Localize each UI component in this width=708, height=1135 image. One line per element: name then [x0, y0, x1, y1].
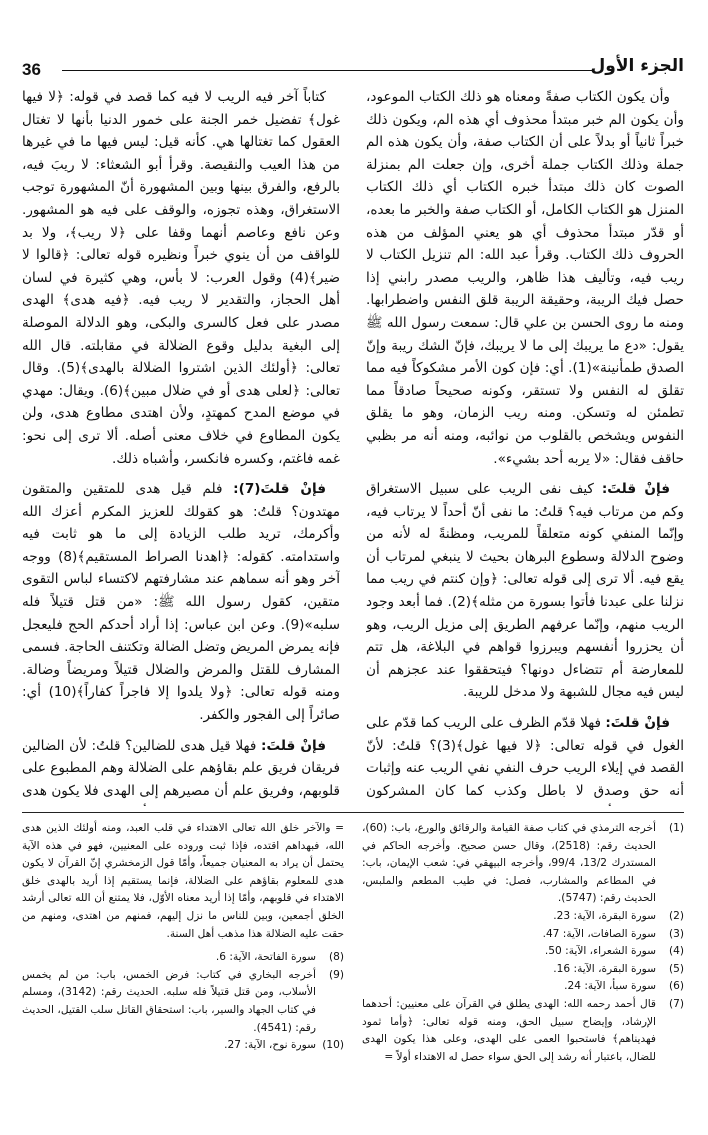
footnote-text: سورة الصافات، الآية: 47.	[542, 927, 656, 940]
question-lead: فإنْ قلتَ:	[605, 715, 671, 732]
footnote	[22, 949, 344, 967]
page-number: 36	[22, 60, 41, 79]
footnote-continuation: = والآخر خلق الله تعالى الاهتداء في قلب العبد، ومنه أولئك الذين هدى الله، فبهداهم اقتده، فإذا ثبت وروده على المعنيين، فهو في هذه الآية يحتمل أن يراد به المعنيان جميعاً، وأمّا قول الزمخشري إنّ القرآن لا يكون هدى للمعلوم بقاؤهم على الضلالة، فإنما يستقيم إذا أريد بالهدى خلق الاهتداء في قلوبهم، وأمّا إذا أريد معناه الأوّل، فلا يمتنع أن الله تعالى أرشد الخلق أجمعين، وبين للناس ما نزل إليهم، فمنهم من اهتدى، ومنهم من حقت عليه الضلالة هذا مذهب أهل السنة.	[22, 822, 344, 940]
left-text-column	[22, 86, 340, 806]
paragraph	[22, 86, 340, 470]
page-header	[22, 54, 684, 88]
footnote-text: سورة الفاتحة، الآية: 6.	[215, 951, 316, 964]
footnote-text: سورة البقرة، الآية: 16.	[553, 962, 656, 975]
question-paragraph	[366, 712, 684, 806]
footnote-number: (7)	[668, 997, 684, 1010]
paragraph-text: وأن يكون الكتاب صفةً ومعناه هو ذلك الكتاب الموعود، وأن يكون الم خبر مبتدأ محذوف أي هذه الم، ويكون ذلك خبراً ثانياً أو بدلاً على أن الكتاب صفة، وأن يكون هذه الم جملة وذلك الكتاب جملة أخرى، وإن جعلت الم بمنزلة الصوت كان ذلك مبتدأ خبره الكتاب أي ذلك الكتاب المنزل هو الكتاب الكامل، أو الكتاب صفة والخبر ما بعده، أو قدّر مبتدأ محذوف أي هو يعني المؤلف من هذه الحروف ذلك الكتاب. وقرأ عبد الله: الم تنزيل الكتاب لا ريب فيه، وتأليف هذا ظاهر، والريب مصدر رابني إذا حصل فيك الريبة، وحقيقة الريبة قلق النفس واضطرابها. ومنه ما روى الحسن بن علي قال: سمعت رسول الله ﷺ يقول: «دع ما يريبك إلى ما لا يريبك، فإنّ الشك ريبة وإنّ الصدق طمأنينة»(1). أي: فإن كون الأمر مشكوكاً فيه مما تقلق له النفس ولا تستقر، وكونه صحيحاً صادقاً مما تطمئن له وتسكن. ومنه ريب الزمان، وهو ما يقلق النفوس ويشخص بالقلوب من نوائبه، ومنه أنه مر بظبي حاقف فقال: «لا يربه أحد بشيء».	[366, 89, 684, 467]
question-lead: فإنْ قلتَ(7):	[233, 481, 326, 498]
footnote-number: (4)	[668, 945, 684, 958]
header-rule	[62, 70, 592, 71]
footnote-rule	[22, 812, 684, 813]
right-footnote-column	[362, 820, 684, 1120]
footnote-text: سورة البقرة، الآية: 23.	[553, 909, 656, 922]
footnotes	[22, 820, 684, 1120]
footnote-text: سورة الشعراء، الآية: 50.	[544, 945, 656, 958]
footnote-text: قال أحمد رحمه الله: الهدى يطلق في القرآن على معنيين: أحدهما الإرشاد، وإيضاح سبيل الحق، ومنه قوله تعالى: ﴿وأما ثمود فهديناهم﴾ فاستحبوا العمى على الهدى، وعلى هذا يكون الهدى للضال، باعتبار أنه رشد إلى الحق سواء حصل له الاهتداء أولاً =	[362, 997, 656, 1063]
footnote	[362, 926, 684, 944]
paragraph	[366, 86, 684, 470]
paragraph-text: فهلا قيل هدى للضالين؟ قلتُ: لأن الضالين فريقان فريق علم بقاؤهم على الضلالة وهم المطبوع على قلوبهم، وفريق علم أن مصيرهم إلى الهدى فلا يكون هدى	[22, 737, 340, 799]
footnote-text: أخرجه البخاري في كتاب: فرض الخمس، باب: من لم يخمس الأسلاب، ومن قتل قتيلاً فله سلبه. الحديث رقم: (3142)، ومسلم في كتاب الجهاد والسير، باب: استحقاق القاتل سلب القتيل، الحديث رقم: (4541).	[22, 968, 317, 1034]
footnote-text: أخرجه الترمذي في كتاب صفة القيامة والرقائق والورع، باب: (60)، الحديث رقم: (2518)، وقال حسن صحيح. وأخرجه الحاكم في المستدرك 13/2، 99/4، وأخرجه البيهقي في: شعب الإيمان، باب: في المطاعم والمشارب، فصل: في طيب المطعم والملبس، الحديث رقم: (5747).	[362, 822, 657, 905]
footnote	[362, 943, 684, 961]
question-paragraph	[22, 735, 340, 806]
paragraph-text: كيف نفى الريب على سبيل الاستغراق وكم من مرتاب فيه؟ قلتُ: ما نفى أنّ أحداً لا يرتاب فيه، وإنّما المنفي كونه متعلقاً للمريب، ومظنةً له لأنه من وضوح الدلالة وسطوع البرهان بحيث لا ينبغي لمرتاب أن يقع فيه. ألا ترى إلى قوله تعالى: ﴿وإن كنتم في ريب مما نزلنا على عبدنا فأتوا بسورة من مثله﴾(2). فما أبعد وجود الريب منهم، وإنّما عرفهم الطريق إلى مزيل الريب، وهو أن يحزروا أنفسهم ويبرزوا قواهم في البلاغة، هل تتم للمعارضة أم تتضاءل دونها؟ فيتحققوا عند عجزهم أن ليس فيه مجال للشبهة ولا مدخل للريبة.	[366, 481, 684, 701]
question-paragraph	[366, 478, 684, 704]
footnote-number: (3)	[668, 927, 684, 940]
question-lead: فإنْ قلتَ:	[601, 481, 671, 498]
footnote-number: (8)	[328, 951, 344, 964]
left-footnote-column	[22, 820, 344, 1120]
paragraph-text: كتاباً آخر فيه الريب لا فيه كما قصد في قوله: ﴿لا فيها غول﴾ تفضيل خمر الجنة على خمور الدنيا بأنها لا تغتال العقول كما تغتالها هي. كأنه قيل: ليس فيها ما في غيرها من هذا العيب والنقيصة. وقرأ أبو الشعثاء: لا ريبَ فيه، بالرفع، والفرق بينها وبين المشهورة أنّ المشهورة توجب الاستغراق، وهذه تجوزه، والوقف على فيه هو المشهور. وعن نافع وعاصم أنهما وقفا على ﴿لا ريب﴾، ولا بد للواقف من أن ينوي خبراً ونظيره قوله تعالى: ﴿قالوا لا ضير﴾(4) وقول العرب: لا بأس، وهي كثيرة في لسان أهل الحجاز، والتقدير لا ريب فيه. ﴿فيه هدى﴾ الهدى مصدر على فعل كالسرى والبكى، وهو الدلالة الموصلة إلى البغية بدليل وقوع الضلالة في مقابلته. قال الله تعالى: ﴿أولئك الذين اشتروا الضلالة بالهدى﴾(5). وقال تعالى: ﴿لعلى هدى أو في ضلال مبين﴾(6). ويقال: مهدي في موضع المدح كمهتدٍ، ولأن اهتدى مطاوع هدى، ولن يكون المطاوع في خلاف معنى أصله. ألا ترى إلى نحو: غمه فاغتم، وكسره فانكسر، وأشباه ذلك.	[22, 89, 340, 467]
footnote	[362, 820, 684, 908]
footnote	[362, 961, 684, 979]
footnote-text: سورة سبأ، الآية: 24.	[564, 980, 656, 993]
footnote-number: (2)	[668, 909, 684, 922]
footnote-text: سورة نوح، الآية: 27.	[224, 1039, 316, 1052]
main-text	[22, 86, 684, 806]
footnote-number: (10)	[322, 1039, 344, 1052]
footnote	[22, 1037, 344, 1055]
footnote-number: (5)	[668, 962, 684, 975]
footnote-number: (6)	[668, 980, 684, 993]
footnote-number: (1)	[668, 822, 684, 834]
running-title: الجزء الأول	[590, 56, 684, 76]
question-lead: فإنْ قلتَ:	[261, 737, 326, 754]
question-paragraph	[22, 478, 340, 727]
footnote	[362, 978, 684, 996]
paragraph-text: فهلا قدّم الظرف على الريب كما قدّم على الغول في قوله تعالى: ﴿لا فيها غول﴾(3)؟ قلتُ: لأنّ القصد في إيلاء الريب حرف النفي نفي الريب عنه وإثبات أنه حق وصدق لا باطل وكذب كما كان المشركون	[366, 715, 684, 799]
right-text-column	[366, 86, 684, 806]
paragraph-text: فلم قيل هدى للمتقين والمتقون مهتدون؟ قلتُ: هو كقولك للعزيز المكرم أعزك الله وأكرمك، تريد طلب الزيادة إلى ما هو ثابت فيه واستدامته. كقوله: ﴿اهدنا الصراط المستقيم﴾(8) ووجه آخر وهو أنه سماهم عند مشارفتهم لاكتساء لباس التقوى متقين، كقول رسول الله ﷺ: «من قتل قتيلاً فله سلبه»(9). وعن ابن عباس: إذا أراد أحدكم الحج فليعجل فإنه يمرض المريض وتضل الضالة وتكتنف الحاجة. فسمى المشارف للقتل والمرض والضلال قتيلاً ومريضاً وضالة. ومنه قوله تعالى: ﴿ولا يلدوا إلا فاجراً كفاراً﴾(10) أي: صائراً إلى الفجور والكفر.	[22, 481, 340, 724]
footnote	[362, 908, 684, 926]
footnote	[22, 967, 344, 1037]
footnote	[362, 996, 684, 1066]
footnote-number: (9)	[328, 968, 344, 981]
